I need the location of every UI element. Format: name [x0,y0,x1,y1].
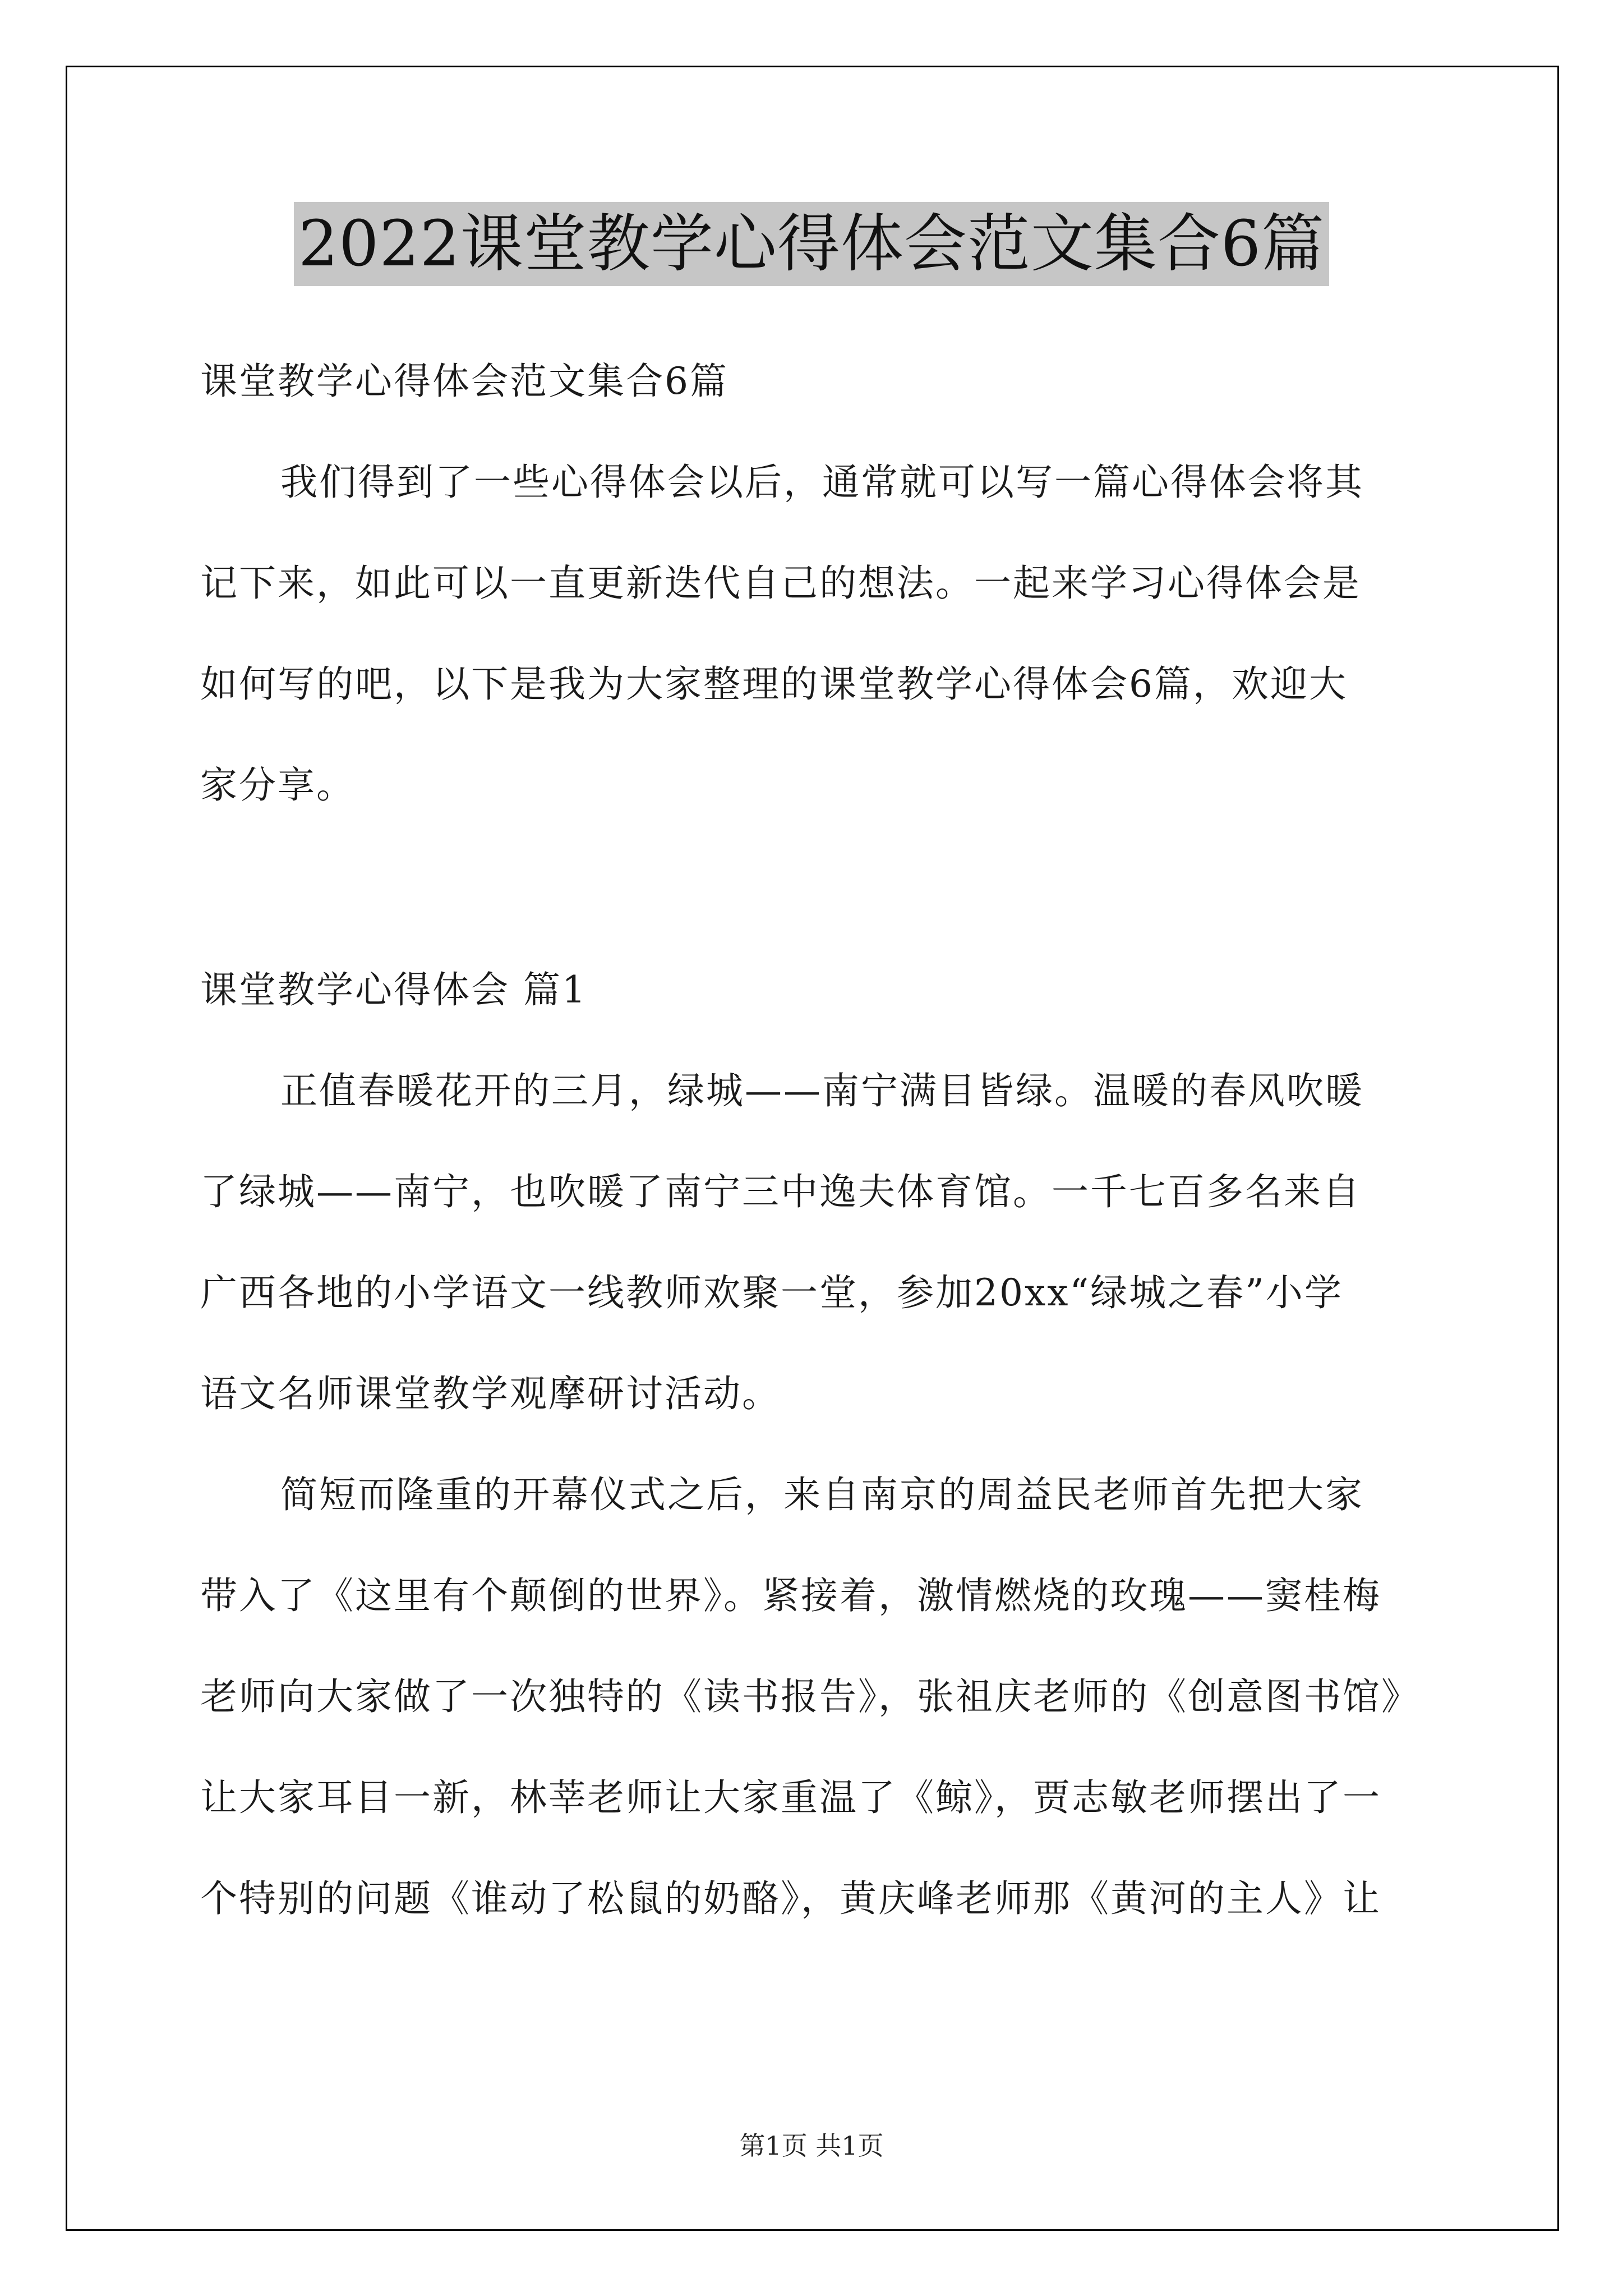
intro-line: 如何写的吧，以下是我为大家整理的课堂教学心得体会6篇，欢迎大 [200,662,1348,706]
paragraph-line: 个特别的问题《谁动了松鼠的奶酪》，黄庆峰老师那《黄河的主人》让 [200,1877,1381,1920]
paragraph-line: 简短而隆重的开幕仪式之后，来自南京的周益民老师首先把大家 [280,1473,1364,1516]
paragraph-line: 语文名师课堂教学观摩研讨活动。 [200,1372,781,1415]
paragraph-line: 了绿城——南宁，也吹暖了南宁三中逸夫体育馆。一千七百多名来自 [200,1170,1361,1213]
paragraph-line: 老师向大家做了一次独特的《读书报告》，张祖庆老师的《创意图书馆》 [200,1675,1420,1718]
paragraph-line: 带入了《这里有个颠倒的世界》。紧接着，激情燃烧的玫瑰——窦桂梅 [200,1574,1381,1617]
intro-line: 我们得到了一些心得体会以后，通常就可以写一篇心得体会将其 [280,461,1364,504]
document-subtitle: 课堂教学心得体会范文集合6篇 [200,360,728,403]
section-heading: 课堂教学心得体会 篇1 [200,968,587,1011]
title-container [0,202,1623,286]
document-title: 2022课堂教学心得体会范文集合6篇 [294,202,1329,286]
paragraph-line: 正值春暖花开的三月，绿城——南宁满目皆绿。温暖的春风吹暖 [280,1069,1364,1112]
intro-line: 记下来，如此可以一直更新迭代自己的想法。一起来学习心得体会是 [200,562,1361,605]
paragraph-line: 广西各地的小学语文一线教师欢聚一堂，参加20xx“绿城之春”小学 [200,1271,1343,1314]
intro-line: 家分享。 [200,763,355,807]
paragraph-line: 让大家耳目一新，林莘老师让大家重温了《鲸》，贾志敏老师摆出了一 [200,1776,1381,1819]
page-footer: 第1页 共1页 [739,2131,884,2161]
